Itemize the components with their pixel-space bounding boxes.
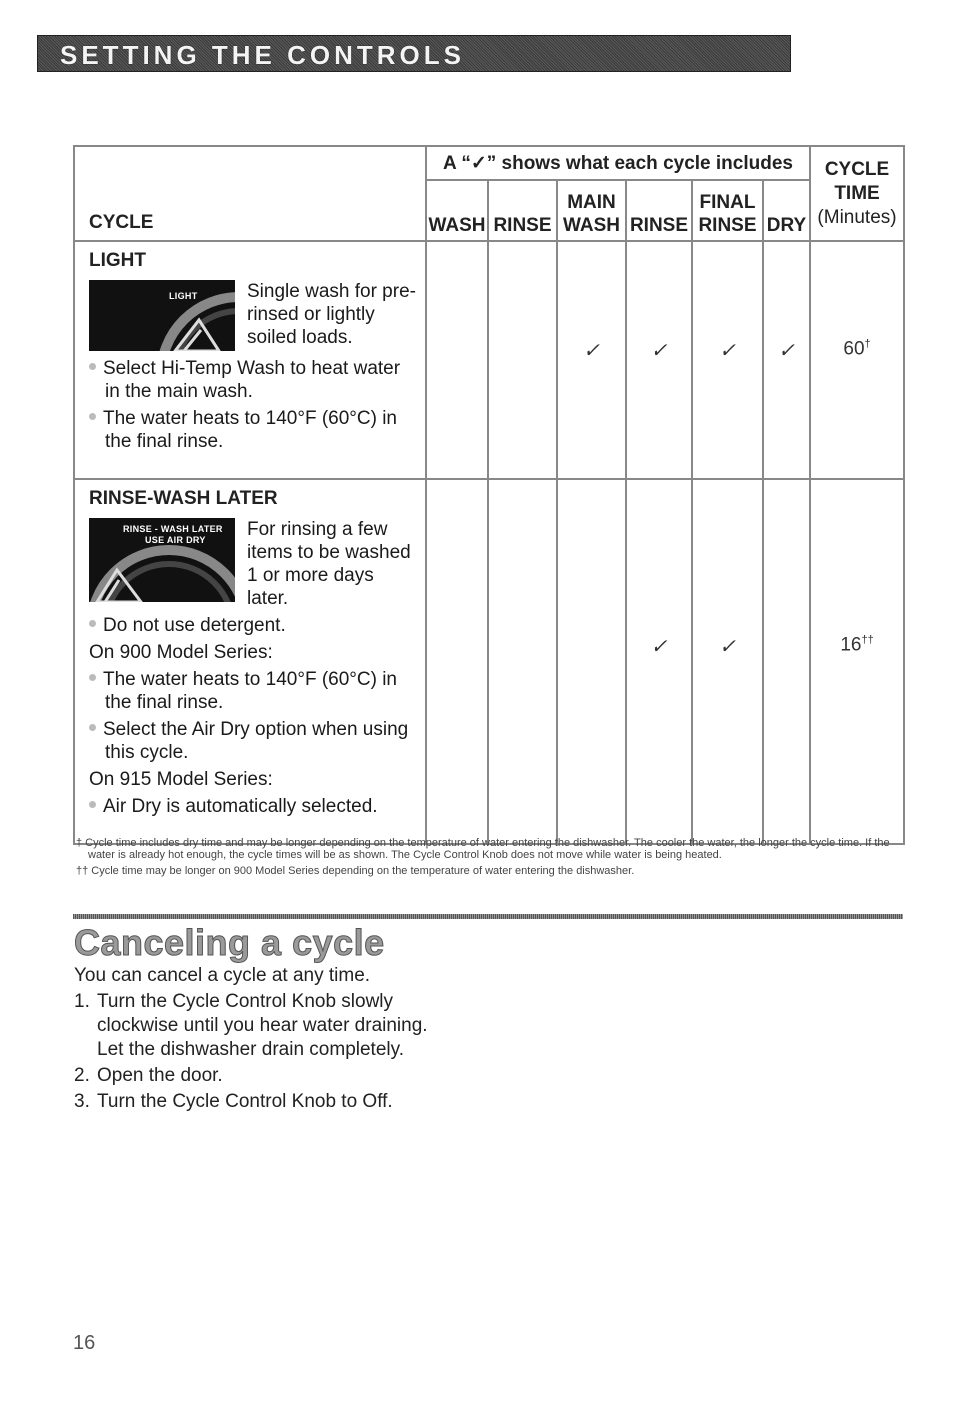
step-number: 3. — [74, 1091, 90, 1112]
step-item — [74, 1090, 674, 1114]
cell-dry — [763, 241, 810, 479]
section-title: SETTING THE CONTROLS — [60, 40, 465, 70]
light-cycle-panel-image: LIGHT — [89, 280, 235, 351]
cycle-notes — [89, 357, 417, 453]
cell-final-rinse — [692, 241, 763, 479]
cycle-knob-graphic — [89, 280, 235, 351]
header-cycle: CYCLE — [74, 146, 426, 241]
step-number: 1. — [74, 991, 90, 1012]
canceling-body — [74, 964, 674, 1114]
table-row-light — [74, 241, 904, 479]
check-mark: ✓ — [650, 636, 668, 658]
cell-final-rinse — [692, 479, 763, 844]
canceling-heading: Canceling a cycle — [74, 922, 385, 963]
cycle-time-value: 16†† — [840, 634, 874, 656]
header-time-line1: CYCLE — [824, 158, 890, 180]
cycle-name: LIGHT — [89, 250, 146, 271]
cycle-summary: Single wash for pre-rinsed or lightly soiled loads. — [247, 281, 416, 348]
header-time-line2: TIME — [834, 182, 880, 204]
step-number: 2. — [74, 1065, 90, 1086]
section-banner — [37, 35, 791, 72]
cell-wash — [426, 241, 488, 479]
section-divider — [73, 914, 903, 919]
cell-wash — [426, 479, 488, 844]
header-col-rinse-2: RINSE — [626, 180, 692, 241]
cell-rinse — [488, 241, 557, 479]
cycle-knob-graphic — [89, 518, 235, 602]
check-mark: ✓ — [719, 340, 736, 362]
step-item — [74, 990, 674, 1062]
page-number: 16 — [73, 1332, 96, 1354]
step-text: Turn the Cycle Control Knob slowly clockwise until you hear water draining. Let the dishwasher drain completely. — [97, 991, 428, 1060]
cycle-notes — [89, 614, 417, 818]
cell-dry — [763, 479, 810, 844]
footnote: †† Cycle time may be longer on 900 Model Series depending on the temperature of water entering the dishwasher. — [76, 865, 635, 877]
header-time-line3: (Minutes) — [817, 206, 897, 228]
note-bullet: The water heats to 140°F (60°C) in the final rinse. — [89, 668, 417, 714]
note-bullet: Air Dry is automatically selected. — [89, 795, 417, 818]
cell-rinse-2 — [626, 479, 692, 844]
cell-rinse — [488, 479, 557, 844]
cell-rinse-2 — [626, 241, 692, 479]
note-heading: On 900 Model Series: — [89, 642, 273, 663]
cycle-table — [73, 145, 905, 845]
step-item — [74, 1064, 674, 1088]
header-col-main-wash: MAIN WASH — [557, 180, 626, 241]
cell-cycle-time — [810, 479, 904, 844]
note-bullet: Do not use detergent. — [89, 614, 417, 637]
header-note: A “✓” shows what each cycle includes — [426, 146, 810, 180]
check-mark: ✓ — [583, 340, 600, 362]
note-bullet: The water heats to 140°F (60°C) in the final rinse. — [89, 407, 417, 453]
cell-cycle-time — [810, 241, 904, 479]
table-row-rinse-wash-later — [74, 479, 904, 844]
cycle-description — [74, 241, 426, 479]
cycle-time-value: 60† — [843, 338, 871, 360]
cycle-name: RINSE-WASH LATER — [89, 488, 278, 509]
footnote: † Cycle time includes dry time and may be longer depending on the temperature of water entering the dishwasher. The cooler the water, the longer the cycle time. If the water is already hot enough, the cycle times will be as shown. The Cycle Control Knob does not move while water is being heated. — [76, 837, 890, 861]
step-text: Open the door. — [97, 1065, 223, 1086]
note-bullet: Select the Air Dry option when using this cycle. — [89, 718, 417, 764]
rinse-wash-later-panel-image: RINSE - WASH LATER USE AIR DRY — [89, 518, 235, 602]
cell-main-wash — [557, 241, 626, 479]
header-col-final-rinse: FINAL RINSE — [692, 180, 763, 241]
canceling-intro: You can cancel a cycle at any time. — [74, 965, 371, 986]
note-bullet: Select Hi-Temp Wash to heat water in the main wash. — [89, 357, 417, 403]
cycle-table-wrapper — [73, 145, 903, 845]
footnotes — [76, 837, 906, 881]
check-mark: ✓ — [650, 340, 668, 362]
header-col-wash: WASH — [426, 180, 488, 241]
check-mark: ✓ — [778, 340, 795, 362]
cell-main-wash — [557, 479, 626, 844]
header-cycle-time — [810, 146, 904, 241]
cycle-summary: For rinsing a few items to be washed 1 or more days later. — [247, 519, 411, 609]
note-heading: On 915 Model Series: — [89, 769, 273, 790]
header-col-rinse: RINSE — [488, 180, 557, 241]
cycle-description — [74, 479, 426, 844]
header-col-dry: DRY — [763, 180, 810, 241]
check-mark: ✓ — [719, 636, 736, 658]
step-text: Turn the Cycle Control Knob to Off. — [97, 1091, 393, 1112]
